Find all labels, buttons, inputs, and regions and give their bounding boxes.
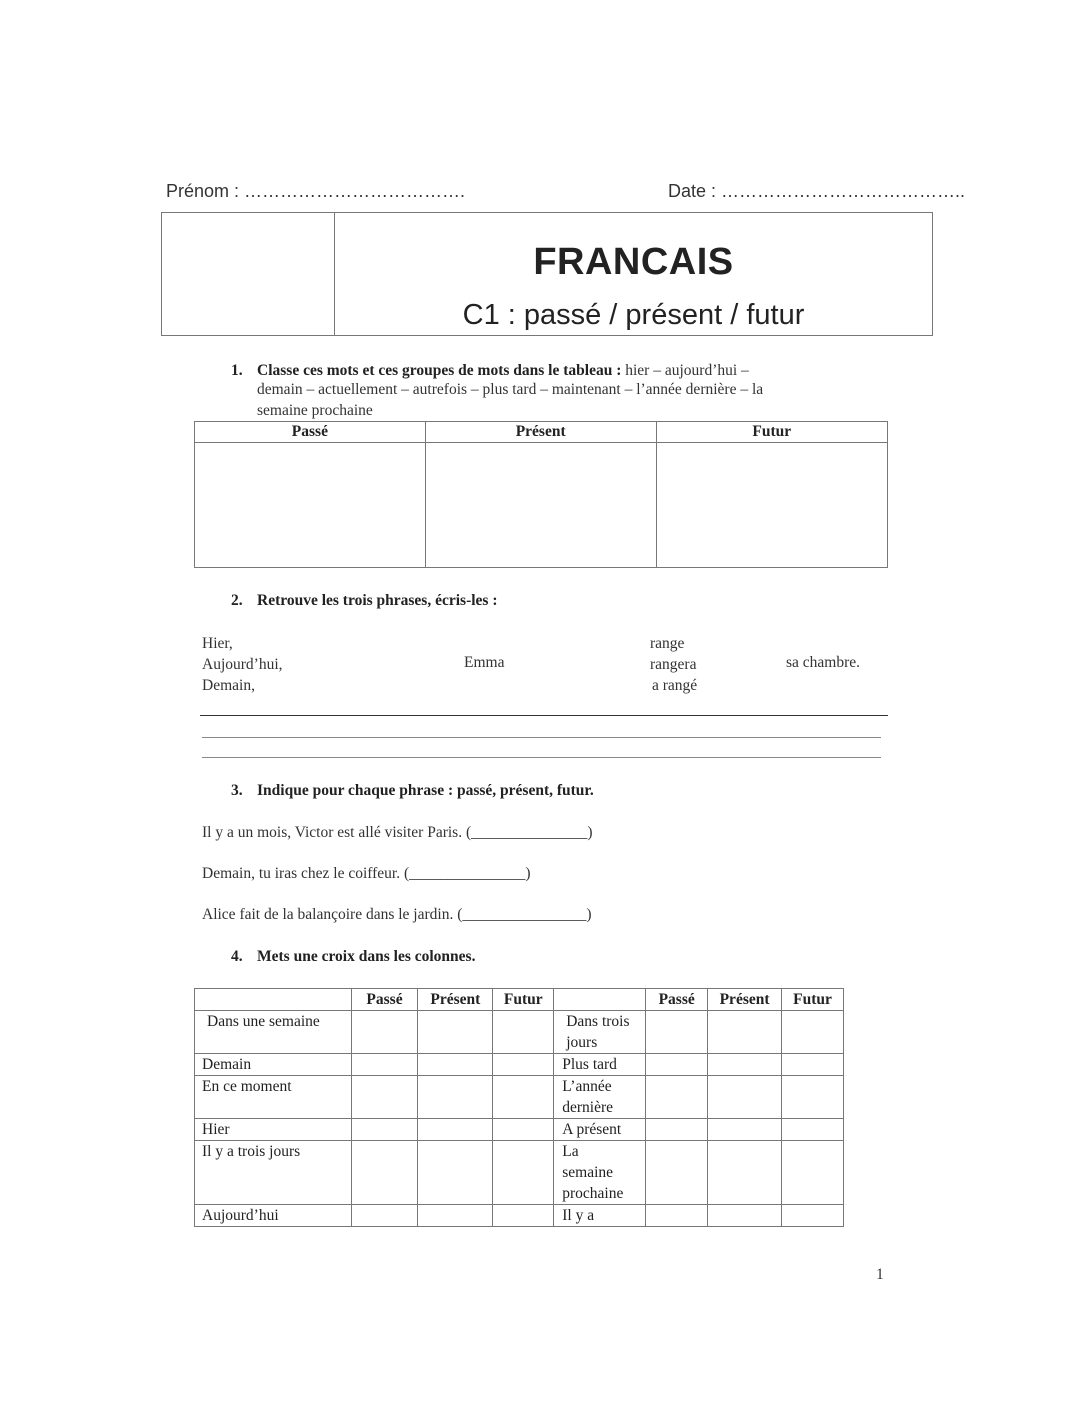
check-cell[interactable] xyxy=(418,1119,493,1141)
header-cell: Présent xyxy=(708,989,782,1011)
check-cell[interactable] xyxy=(782,1141,844,1205)
header-cell: Passé xyxy=(351,989,418,1011)
table-row xyxy=(195,1076,844,1119)
question-1-words-1: hier – aujourd’hui – xyxy=(625,362,749,379)
table-row xyxy=(195,1141,844,1205)
check-cell[interactable] xyxy=(646,1141,708,1205)
question-1-words-2: demain – actuellement – autrefois – plus tard – maintenant – l’année dernière – la xyxy=(257,381,764,398)
check-cell[interactable] xyxy=(708,1011,782,1054)
sort-col-passe: Passé xyxy=(195,422,426,443)
check-cell[interactable] xyxy=(351,1054,418,1076)
question-4-instruction: Mets une croix dans les colonnes. xyxy=(257,948,476,965)
check-cell[interactable] xyxy=(646,1205,708,1227)
row-label: Aujourd’hui xyxy=(195,1205,352,1227)
check-cell[interactable] xyxy=(708,1119,782,1141)
sort-cell-present[interactable] xyxy=(425,443,656,568)
row-label: Plus tard xyxy=(554,1054,646,1076)
check-cell[interactable] xyxy=(708,1076,782,1119)
question-1-words-3: semaine prochaine xyxy=(257,402,373,419)
q2-time-word: Hier, xyxy=(202,635,233,652)
row-label: Dans trois jours xyxy=(554,1011,646,1054)
check-cell[interactable] xyxy=(493,1119,554,1141)
check-cell[interactable] xyxy=(493,1011,554,1054)
row-label: A présent xyxy=(554,1119,646,1141)
row-label: Dans une semaine xyxy=(195,1011,352,1054)
row-label: Il y a xyxy=(554,1205,646,1227)
check-cell[interactable] xyxy=(418,1141,493,1205)
question-1-instruction: Classe ces mots et ces groupes de mots dans le tableau : xyxy=(257,362,622,379)
q2-time-word: Aujourd’hui, xyxy=(202,656,283,673)
sort-cell-passe[interactable] xyxy=(195,443,426,568)
answer-line-2[interactable] xyxy=(202,737,881,738)
question-4 xyxy=(231,948,475,966)
sort-col-futur: Futur xyxy=(656,422,887,443)
sort-col-present: Présent xyxy=(425,422,656,443)
row-label: Il y a trois jours xyxy=(195,1141,352,1205)
answer-line-3[interactable] xyxy=(202,757,881,758)
q2-verbs xyxy=(650,633,697,696)
check-cell[interactable] xyxy=(418,1011,493,1054)
question-4-number: 4. xyxy=(231,948,243,965)
question-3-number: 3. xyxy=(231,782,243,799)
question-3-instruction: Indique pour chaque phrase : passé, présent, futur. xyxy=(257,782,594,799)
check-cell[interactable] xyxy=(351,1205,418,1227)
question-3 xyxy=(231,782,594,800)
q2-verb: a rangé xyxy=(652,677,698,694)
header-cell xyxy=(195,989,352,1011)
check-cell[interactable] xyxy=(493,1205,554,1227)
check-cell[interactable] xyxy=(782,1205,844,1227)
title-left-cell xyxy=(162,213,335,335)
row-label: Hier xyxy=(195,1119,352,1141)
check-cell[interactable] xyxy=(782,1076,844,1119)
q2-subject: Emma xyxy=(464,654,505,671)
check-cell[interactable] xyxy=(646,1054,708,1076)
check-cell[interactable] xyxy=(708,1141,782,1205)
q3-sentence: Alice fait de la balançoire dans le jardin. (________________) xyxy=(202,906,592,923)
table-row xyxy=(195,1011,844,1054)
date-field: Date : ………………………………….. xyxy=(668,181,966,201)
header-cell: Présent xyxy=(418,989,493,1011)
row-label: Demain xyxy=(195,1054,352,1076)
check-cell[interactable] xyxy=(418,1205,493,1227)
table-row xyxy=(195,1205,844,1227)
page-title: FRANCAIS xyxy=(533,241,734,283)
prenom-field: Prénom : ………………………………. xyxy=(166,181,466,201)
q3-sentence: Demain, tu iras chez le coiffeur. (_______________) xyxy=(202,865,531,882)
check-cell[interactable] xyxy=(493,1054,554,1076)
check-cell[interactable] xyxy=(646,1076,708,1119)
header-cell xyxy=(554,989,646,1011)
check-cell[interactable] xyxy=(493,1141,554,1205)
check-cell[interactable] xyxy=(418,1076,493,1119)
answer-line-1[interactable] xyxy=(200,715,888,716)
question-2-instruction: Retrouve les trois phrases, écris-les : xyxy=(257,592,498,609)
q2-time-word: Demain, xyxy=(202,677,255,694)
check-cell[interactable] xyxy=(782,1054,844,1076)
check-cell[interactable] xyxy=(646,1119,708,1141)
question-2-number: 2. xyxy=(231,592,243,609)
cross-table-header xyxy=(195,989,844,1011)
question-2 xyxy=(231,592,498,610)
q2-object: sa chambre. xyxy=(786,654,861,671)
table-row xyxy=(195,1054,844,1076)
table-row xyxy=(195,1119,844,1141)
check-cell[interactable] xyxy=(351,1141,418,1205)
check-cell[interactable] xyxy=(351,1076,418,1119)
cross-table xyxy=(194,988,844,1227)
row-label: En ce moment xyxy=(195,1076,352,1119)
header-cell: Passé xyxy=(646,989,708,1011)
q2-verb: rangera xyxy=(650,656,697,673)
title-box xyxy=(161,212,933,336)
sort-table xyxy=(194,421,888,568)
q3-sentence: Il y a un mois, Victor est allé visiter Paris. (_______________) xyxy=(202,824,593,841)
check-cell[interactable] xyxy=(351,1011,418,1054)
row-label: L’année dernière xyxy=(554,1076,646,1119)
sort-cell-futur[interactable] xyxy=(656,443,887,568)
row-label: La semaine prochaine xyxy=(554,1141,646,1205)
check-cell[interactable] xyxy=(351,1119,418,1141)
check-cell[interactable] xyxy=(646,1011,708,1054)
check-cell[interactable] xyxy=(708,1205,782,1227)
check-cell[interactable] xyxy=(708,1054,782,1076)
page-number: 1 xyxy=(876,1266,884,1283)
question-1-number: 1. xyxy=(231,362,243,379)
page-subtitle: C1 : passé / présent / futur xyxy=(462,299,805,331)
header-cell: Futur xyxy=(493,989,554,1011)
q2-time-words xyxy=(202,633,283,696)
check-cell[interactable] xyxy=(493,1076,554,1119)
check-cell[interactable] xyxy=(782,1011,844,1054)
check-cell[interactable] xyxy=(782,1119,844,1141)
header-cell: Futur xyxy=(782,989,844,1011)
q2-verb: range xyxy=(650,635,685,652)
question-1 xyxy=(231,360,871,381)
check-cell[interactable] xyxy=(418,1054,493,1076)
